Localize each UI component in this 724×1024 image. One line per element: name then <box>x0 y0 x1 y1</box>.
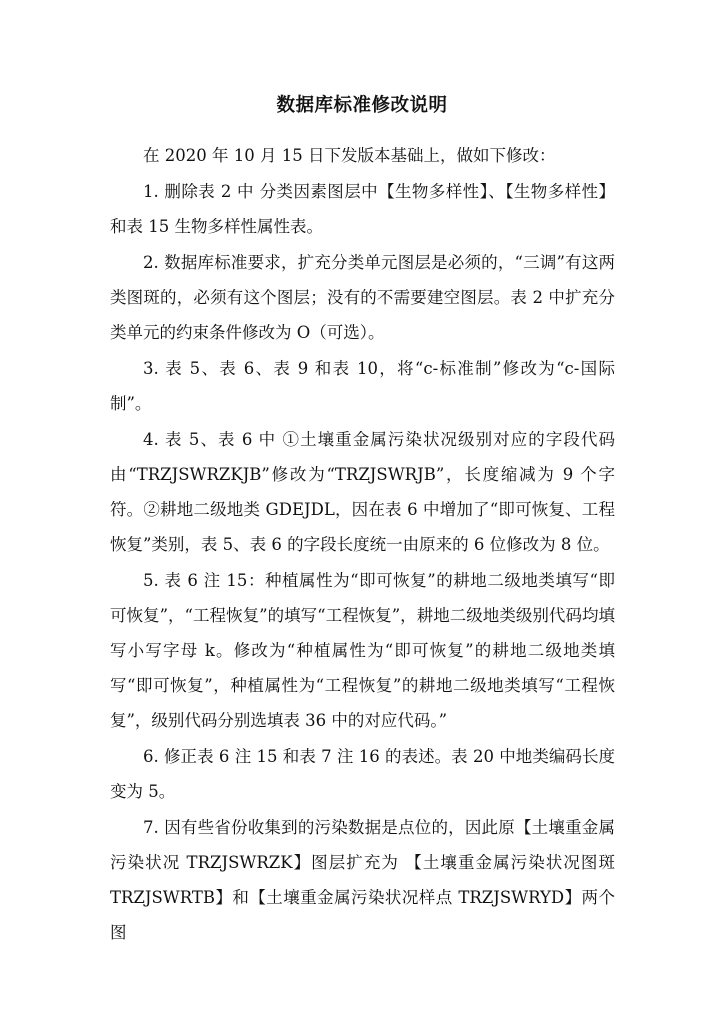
paragraph-item-7: 7. 因有些省份收集到的污染数据是点位的，因此原【土壤重金属污染状况 TRZJSWRZK】图层扩充为 【土壤重金属污染状况图斑TRZJSWRTB】和【土壤重金属污染状况样点 TRZJSWRYD】两个图 <box>110 818 615 942</box>
paragraph-item-1: 1. 删除表 2 中 分类因素图层中【生物多样性】、【生物多样性】和表 15 生物多样性属性表。 <box>110 182 615 236</box>
paragraph-item-3: 3. 表 5、表 6、表 9 和表 10，将“c-标准制”修改为“c-国际制”。 <box>110 359 615 413</box>
paragraph-item-6: 6. 修正表 6 注 15 和表 7 注 16 的表述。表 20 中地类编码长度变为 5。 <box>110 747 615 801</box>
paragraph-intro: 在 2020 年 10 月 15 日下发版本基础上，做如下修改： <box>143 146 556 165</box>
paragraph-item-5: 5. 表 6 注 15：种植属性为“即可恢复”的耕地二级地类填写“即可恢复”，“工程恢复”的填写“工程恢复”，耕地二级地类级别代码均填写小写字母 k。修改为“种植属性为“即可恢复”的耕地二级地类填写“即可恢复”，种植属性为“工程恢复”的耕地二级地类填写“工程恢复”，级别代码分别选填表 36 中的对应代码。” <box>110 571 615 730</box>
paragraph-item-4: 4. 表 5、表 6 中 ①土壤重金属污染状况级别对应的字段代码由“TRZJSWRZKJB”修改为“TRZJSWRJB”，长度缩减为 9 个字符。②耕地二级地类 GDEJDL，因在表 6 中增加了“即可恢复、工程恢复”类别，表 5、表 6 的字段长度统一由原来的 6 位修改为 8 位。 <box>110 430 615 554</box>
paragraph-item-2: 2. 数据库标准要求，扩充分类单元图层是必须的，“三调”有这两类图斑的，必须有这个图层；没有的不需要建空图层。表 2 中扩充分类单元的约束条件修改为 O（可选）。 <box>110 253 615 342</box>
document-body <box>110 138 615 951</box>
document-title: 数据库标准修改说明 <box>276 95 448 116</box>
